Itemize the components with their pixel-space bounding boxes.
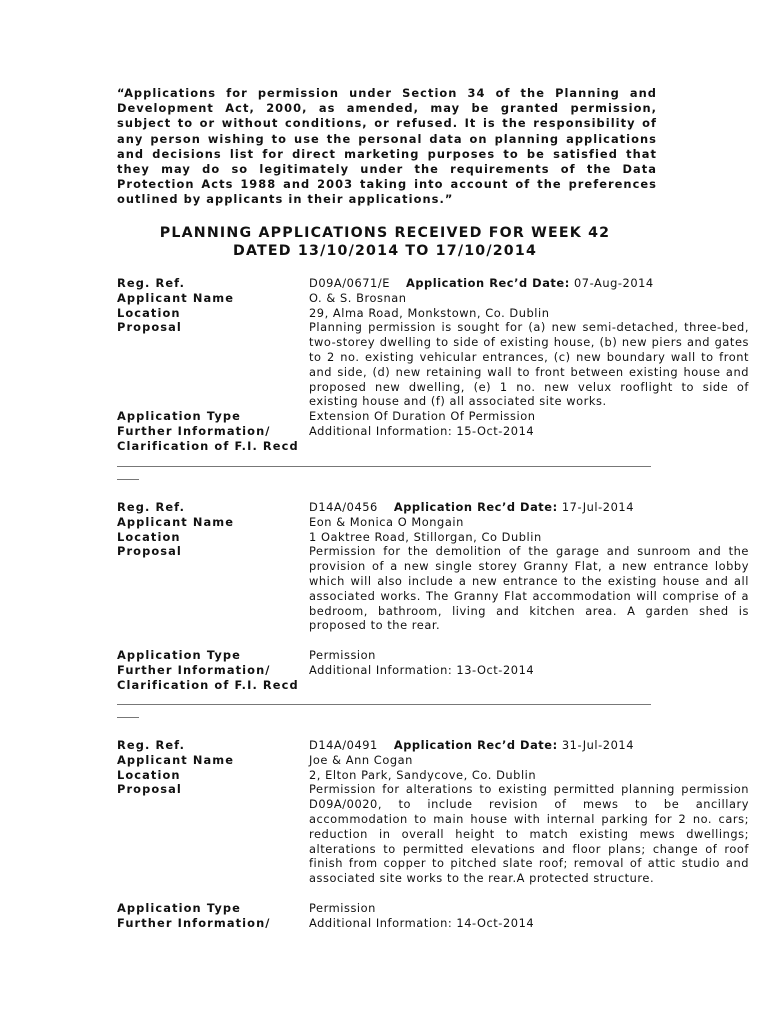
proposal-label: Proposal xyxy=(117,782,182,797)
proposal-label: Proposal xyxy=(117,544,182,559)
recd-date-value: 07-Aug-2014 xyxy=(573,276,654,290)
applicant-name-value: Eon & Monica O Mongain xyxy=(309,514,464,529)
page-subtitle: DATED 13/10/2014 TO 17/10/2014 xyxy=(232,243,538,259)
reg-ref-value: D09A/0671/E xyxy=(309,276,390,290)
recd-date-value: 31-Jul-2014 xyxy=(561,738,634,752)
clarification-label: Clarification of F.I. Recd xyxy=(117,438,299,453)
location-value: 29, Alma Road, Monkstown, Co. Dublin xyxy=(309,305,550,320)
application-entry xyxy=(117,276,753,454)
location-label: Location xyxy=(117,305,181,320)
further-information-value: Additional Information: 15-Oct-2014 xyxy=(309,423,535,438)
applicant-name-label: Applicant Name xyxy=(117,514,235,529)
further-information-label: Further Information/ xyxy=(117,915,271,930)
further-information-value: Additional Information: 14-Oct-2014 xyxy=(309,915,535,930)
proposal-value: Permission for the demolition of the garage and sunroom and the provision of a new single storey Granny Flat, a new entrance lobby which will also include a new entrance to the existing house and all associated works. The Granny Flat accommodation will comprise of a bedroom, bathroom, living and kitchen area. A garden shed is proposed to the rear. xyxy=(309,544,749,633)
application-type-label: Application Type xyxy=(117,900,241,915)
recd-date-label: Application Rec’d Date: xyxy=(405,276,570,290)
applicant-name-label: Applicant Name xyxy=(117,752,235,767)
proposal-value: Permission for alterations to existing permitted planning permission D09A/0020, to include revision of mews to be ancillary accommodation to main house with internal parking for 2 no. cars; reduction in overall height to match existing mews dwellings; alterations to permitted elevations and floor plans; change of roof finish from copper to pitched slate roof; removal of attic studio and associated site works to the rear.A protected structure. xyxy=(309,782,749,886)
clarification-label: Clarification of F.I. Recd xyxy=(117,677,299,692)
entry-separator xyxy=(117,460,651,474)
proposal-value: Planning permission is sought for (a) new semi-detached, three-bed, two-storey dwelling to side of existing house, (b) new piers and gates to 2 no. existing vehicular entrances, (c) new boundary wall to front and side, (d) new retaining wall to front between existing house and proposed new dwelling, (e) 1 no. new velux rooflight to side of existing house and (f) all associated site works. xyxy=(309,320,749,409)
reg-ref-value: D14A/0456 xyxy=(309,500,378,514)
application-type-label: Application Type xyxy=(117,409,241,424)
proposal-label: Proposal xyxy=(117,320,182,335)
applicant-name-value: O. & S. Brosnan xyxy=(309,290,407,305)
recd-date-label: Application Rec’d Date: xyxy=(393,738,558,752)
application-type-value: Permission xyxy=(309,648,376,663)
location-value: 2, Elton Park, Sandycove, Co. Dublin xyxy=(309,767,537,782)
location-label: Location xyxy=(117,767,181,782)
application-type-label: Application Type xyxy=(117,648,241,663)
reg-ref-label: Reg. Ref. xyxy=(117,500,185,514)
further-information-value: Additional Information: 13-Oct-2014 xyxy=(309,662,535,677)
further-information-label: Further Information/ xyxy=(117,662,271,677)
location-label: Location xyxy=(117,529,181,544)
reg-ref-label: Reg. Ref. xyxy=(117,738,185,752)
application-entry xyxy=(117,500,753,693)
application-entry xyxy=(117,738,753,931)
location-value: 1 Oaktree Road, Stillorgan, Co Dublin xyxy=(309,529,542,544)
recd-date-value: 17-Jul-2014 xyxy=(561,500,634,514)
entry-separator xyxy=(117,698,651,712)
application-type-value: Extension Of Duration Of Permission xyxy=(309,409,536,424)
applicant-name-value: Joe & Ann Cogan xyxy=(309,752,413,767)
page-title: PLANNING APPLICATIONS RECEIVED FOR WEEK 42 xyxy=(159,225,611,241)
further-information-label: Further Information/ xyxy=(117,423,271,438)
application-type-value: Permission xyxy=(309,900,376,915)
intro-disclaimer: “Applications for permission under Section 34 of the Planning and Development Act, 2000, as amended, may be granted permission, subject to or without conditions, or refused. It is the responsibility of any person wishing to use the personal data on planning applications and decisions list for direct marketing purposes to be satisfied that they may do so legitimately under the requirements of the Data Protection Acts 1988 and 2003 taking into account of the preferences outlined by applicants in their applications.” xyxy=(117,86,657,207)
reg-ref-label: Reg. Ref. xyxy=(117,276,185,290)
reg-ref-value: D14A/0491 xyxy=(309,738,378,752)
recd-date-label: Application Rec’d Date: xyxy=(393,500,558,514)
applicant-name-label: Applicant Name xyxy=(117,290,235,305)
